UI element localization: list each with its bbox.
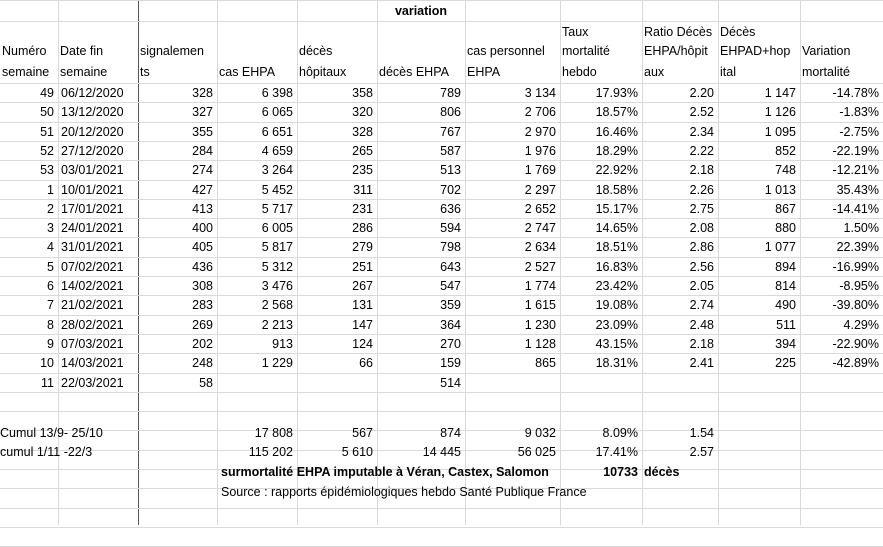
- table-cell: 2.26: [689, 183, 714, 197]
- table-cell: 21/02/2021: [61, 298, 124, 312]
- column-header: Ratio Décès: [644, 25, 713, 39]
- table-cell: 4: [47, 240, 54, 254]
- table-cell: 511: [776, 318, 796, 332]
- gridline: [0, 83, 883, 84]
- gridline: [0, 373, 883, 374]
- table-cell: 18.51%: [595, 240, 638, 254]
- gridline: [0, 295, 883, 296]
- table-cell: 400: [192, 221, 213, 235]
- gridline: [0, 527, 883, 528]
- table-cell: 18.58%: [595, 183, 638, 197]
- gridline: [642, 0, 643, 525]
- column-header: décès EHPA: [379, 65, 449, 79]
- table-cell: 13/12/2020: [61, 105, 124, 119]
- column-header: hôpitaux: [299, 65, 347, 79]
- cumul-value: 8.09%: [602, 426, 638, 440]
- table-cell: 1 774: [524, 279, 556, 293]
- table-cell: 436: [192, 260, 213, 274]
- table-cell: 22/03/2021: [61, 376, 124, 390]
- table-cell: 513: [440, 163, 461, 177]
- table-cell: 286: [352, 221, 373, 235]
- table-cell: 22.39%: [836, 240, 879, 254]
- table-cell: 490: [775, 298, 796, 312]
- gridline: [0, 353, 883, 354]
- table-cell: 03/01/2021: [61, 163, 124, 177]
- table-cell: -1.83%: [839, 105, 879, 119]
- table-cell: 798: [440, 240, 461, 254]
- table-cell: 2.86: [689, 240, 714, 254]
- table-cell: 587: [440, 144, 461, 158]
- table-cell: 1 230: [524, 318, 556, 332]
- table-cell: 2.22: [689, 144, 714, 158]
- table-cell: 52: [40, 144, 54, 158]
- table-cell: 1 976: [524, 144, 556, 158]
- cumul-value: 567: [352, 426, 373, 440]
- gridline: [0, 276, 883, 277]
- table-cell: 2.05: [689, 279, 714, 293]
- gridline: [0, 180, 883, 181]
- table-cell: 547: [440, 279, 461, 293]
- table-cell: 2.41: [689, 356, 714, 370]
- table-cell: 308: [192, 279, 213, 293]
- gridline: [800, 0, 801, 525]
- table-cell: 269: [192, 318, 213, 332]
- column-header: EHPA/hôpit: [644, 44, 708, 58]
- table-cell: 159: [440, 356, 461, 370]
- gridline: [0, 411, 883, 412]
- table-cell: 2 297: [524, 183, 556, 197]
- table-cell: 1 013: [764, 183, 796, 197]
- table-cell: -14.41%: [832, 202, 879, 216]
- table-cell: 1 769: [524, 163, 556, 177]
- table-cell: 867: [775, 202, 796, 216]
- table-cell: 311: [353, 183, 373, 197]
- table-cell: 274: [192, 163, 213, 177]
- table-cell: 2.75: [689, 202, 714, 216]
- table-cell: 265: [352, 144, 373, 158]
- gridline: [0, 0, 883, 1]
- table-cell: 2.08: [689, 221, 714, 235]
- table-cell: 748: [775, 163, 796, 177]
- table-cell: 51: [40, 125, 54, 139]
- table-cell: 23.42%: [595, 279, 638, 293]
- table-cell: -14.78%: [832, 86, 879, 100]
- table-cell: 14.65%: [595, 221, 638, 235]
- table-cell: 16.46%: [595, 125, 638, 139]
- column-header: EHPAD+hop: [720, 44, 791, 58]
- surmortalite-value: 10733: [603, 465, 638, 479]
- column-header: mortalité: [562, 44, 610, 58]
- gridline: [217, 0, 218, 525]
- table-cell: 514: [440, 376, 461, 390]
- table-cell: 2: [47, 202, 54, 216]
- gridline: [0, 237, 883, 238]
- column-header: signalemen: [140, 44, 204, 58]
- table-cell: 1: [47, 183, 54, 197]
- column-header: EHPA: [467, 65, 501, 79]
- table-cell: 66: [359, 356, 373, 370]
- table-cell: 2 706: [524, 105, 556, 119]
- table-cell: 6 398: [261, 86, 293, 100]
- cumul-value: 5 610: [341, 445, 373, 459]
- table-cell: 413: [192, 202, 213, 216]
- table-cell: 6 005: [261, 221, 293, 235]
- table-cell: 279: [352, 240, 373, 254]
- gridline: [0, 141, 883, 142]
- table-cell: 24/01/2021: [61, 221, 124, 235]
- table-cell: 07/03/2021: [61, 337, 124, 351]
- table-cell: 23.09%: [595, 318, 638, 332]
- table-cell: 9: [47, 337, 54, 351]
- table-cell: 427: [192, 183, 213, 197]
- cumul-value: 1.54: [689, 426, 714, 440]
- table-cell: 147: [352, 318, 373, 332]
- cumul-value: 2.57: [689, 445, 714, 459]
- table-cell: 5 452: [261, 183, 293, 197]
- table-cell: 2 747: [524, 221, 556, 235]
- table-cell: -12.21%: [832, 163, 879, 177]
- gridline: [0, 508, 883, 509]
- table-cell: 2 634: [524, 240, 556, 254]
- table-cell: 814: [775, 279, 796, 293]
- table-cell: 17.93%: [595, 86, 638, 100]
- column-header: Taux: [562, 25, 589, 39]
- table-cell: 394: [775, 337, 796, 351]
- table-cell: 702: [440, 183, 461, 197]
- table-cell: 202: [192, 337, 213, 351]
- gridline: [0, 199, 883, 200]
- table-cell: 20/12/2020: [61, 125, 124, 139]
- table-cell: 1.50%: [843, 221, 879, 235]
- table-cell: 22.92%: [595, 163, 638, 177]
- table-cell: 49: [40, 86, 54, 100]
- table-cell: 1 615: [524, 298, 556, 312]
- table-cell: 806: [440, 105, 461, 119]
- table-cell: -8.95%: [839, 279, 879, 293]
- table-cell: 31/01/2021: [61, 240, 124, 254]
- gridline: [0, 160, 883, 161]
- gridline: [0, 315, 883, 316]
- table-cell: 53: [40, 163, 54, 177]
- table-cell: 852: [775, 144, 796, 158]
- table-cell: 328: [352, 125, 373, 139]
- cumul-value: 14 445: [422, 445, 461, 459]
- table-cell: 4.29%: [843, 318, 879, 332]
- column-header: semaine: [2, 65, 50, 79]
- table-cell: -42.89%: [832, 356, 879, 370]
- column-header: Décès: [720, 25, 756, 39]
- table-cell: 267: [352, 279, 373, 293]
- table-cell: 50: [40, 105, 54, 119]
- table-cell: 18.29%: [595, 144, 638, 158]
- table-cell: 358: [352, 86, 373, 100]
- table-cell: 364: [440, 318, 461, 332]
- table-cell: 2.34: [689, 125, 714, 139]
- table-cell: 2.18: [689, 337, 714, 351]
- table-cell: 1 126: [764, 105, 796, 119]
- table-cell: 18.31%: [595, 356, 638, 370]
- table-title: variation: [394, 4, 448, 18]
- table-cell: 06/12/2020: [61, 86, 124, 100]
- table-cell: 789: [440, 86, 461, 100]
- table-cell: 2 970: [524, 125, 556, 139]
- table-cell: 636: [440, 202, 461, 216]
- gridline: [0, 122, 883, 123]
- table-cell: 43.15%: [595, 337, 638, 351]
- table-cell: 2 652: [524, 202, 556, 216]
- table-cell: 5 717: [261, 202, 293, 216]
- cumul-value: 115 202: [248, 445, 293, 459]
- table-cell: 2 213: [261, 318, 293, 332]
- surmortalite-text: surmortalité EHPA imputable à Véran, Castex, Salomon: [221, 465, 549, 479]
- table-cell: -22.19%: [832, 144, 879, 158]
- table-cell: 2.18: [689, 163, 714, 177]
- table-cell: 6 065: [261, 105, 293, 119]
- table-cell: 15.17%: [595, 202, 638, 216]
- column-header: Variation: [802, 44, 851, 58]
- table-cell: 2 568: [261, 298, 293, 312]
- gridline: [0, 257, 883, 258]
- table-cell: 6: [47, 279, 54, 293]
- column-header: cas personnel: [467, 44, 545, 58]
- table-cell: 6 651: [261, 125, 293, 139]
- gridline: [465, 0, 466, 525]
- table-cell: 131: [352, 298, 373, 312]
- table-cell: 1 147: [764, 86, 796, 100]
- table-cell: 355: [192, 125, 213, 139]
- table-cell: 328: [192, 86, 213, 100]
- table-cell: 235: [352, 163, 373, 177]
- column-header: aux: [644, 65, 665, 79]
- table-cell: -16.99%: [832, 260, 879, 274]
- table-cell: 16.83%: [595, 260, 638, 274]
- gridline: [0, 392, 883, 393]
- table-cell: 28/02/2021: [61, 318, 124, 332]
- table-cell: 284: [192, 144, 213, 158]
- gridline: [377, 0, 378, 525]
- table-cell: 225: [775, 356, 796, 370]
- table-cell: 767: [440, 125, 461, 139]
- table-cell: 405: [192, 240, 213, 254]
- table-cell: 2.74: [689, 298, 714, 312]
- table-cell: 359: [440, 298, 461, 312]
- table-cell: -2.75%: [839, 125, 879, 139]
- table-cell: 11: [41, 376, 54, 390]
- column-header: ital: [720, 65, 736, 79]
- gridline: [0, 102, 883, 103]
- source-note: Source : rapports épidémiologiques hebdo Santé Publique France: [221, 485, 587, 499]
- table-cell: 5 312: [261, 260, 293, 274]
- cumul-value: 874: [440, 426, 461, 440]
- table-cell: 3 476: [261, 279, 293, 293]
- table-cell: 27/12/2020: [61, 144, 124, 158]
- column-header: semaine: [60, 65, 108, 79]
- cumul-value: 56 025: [517, 445, 556, 459]
- table-cell: 251: [352, 260, 373, 274]
- table-cell: 865: [535, 356, 556, 370]
- column-header: décès: [299, 44, 333, 58]
- table-cell: 3 134: [524, 86, 556, 100]
- table-cell: 2.56: [689, 260, 714, 274]
- cumul-label: Cumul 13/9- 25/10: [0, 426, 103, 440]
- table-cell: 643: [440, 260, 461, 274]
- table-cell: 5: [47, 260, 54, 274]
- table-cell: 2 527: [524, 260, 556, 274]
- table-cell: 594: [440, 221, 461, 235]
- table-cell: 1 077: [764, 240, 796, 254]
- gridline: [0, 334, 883, 335]
- table-cell: 5 817: [261, 240, 293, 254]
- cumul-label: cumul 1/11 -22/3: [0, 445, 93, 459]
- table-cell: 124: [352, 337, 373, 351]
- table-cell: 2.52: [689, 105, 714, 119]
- table-cell: 35.43%: [836, 183, 879, 197]
- table-cell: 58: [199, 376, 213, 390]
- table-cell: 1 095: [764, 125, 796, 139]
- table-cell: 231: [352, 202, 373, 216]
- cumul-value: 9 032: [524, 426, 556, 440]
- table-cell: 320: [352, 105, 373, 119]
- table-cell: 14/03/2021: [61, 356, 124, 370]
- table-cell: 14/02/2021: [61, 279, 124, 293]
- table-cell: 2.48: [689, 318, 714, 332]
- table-cell: 880: [775, 221, 796, 235]
- gridline: [718, 0, 719, 525]
- surmortalite-unit: décès: [644, 465, 680, 479]
- table-cell: 1 128: [524, 337, 556, 351]
- table-cell: 248: [192, 356, 213, 370]
- table-cell: 1 229: [261, 356, 293, 370]
- table-cell: 07/02/2021: [61, 260, 124, 274]
- column-header: cas EHPA: [219, 65, 276, 79]
- gridline: [297, 0, 298, 525]
- gridline: [0, 21, 883, 22]
- table-cell: -22.90%: [832, 337, 879, 351]
- table-cell: 327: [192, 105, 213, 119]
- cumul-value: 17 808: [254, 426, 293, 440]
- table-cell: 19.08%: [595, 298, 638, 312]
- column-header: mortalité: [802, 65, 850, 79]
- table-cell: 10/01/2021: [61, 183, 124, 197]
- table-cell: 4 659: [261, 144, 293, 158]
- table-cell: 270: [440, 337, 461, 351]
- table-cell: 3: [47, 221, 54, 235]
- cumul-value: 17.41%: [595, 445, 638, 459]
- table-cell: 913: [272, 337, 293, 351]
- table-cell: 8: [47, 318, 54, 332]
- column-header: Date fin: [60, 44, 104, 58]
- table-cell: 2.20: [689, 86, 714, 100]
- table-cell: 18.57%: [595, 105, 638, 119]
- gridline: [0, 218, 883, 219]
- column-header: Numéro: [2, 44, 47, 58]
- column-header: ts: [140, 65, 150, 79]
- table-cell: 283: [192, 298, 213, 312]
- gridline: [560, 0, 561, 525]
- table-cell: 3 264: [261, 163, 293, 177]
- table-cell: 17/01/2021: [61, 202, 124, 216]
- table-cell: 10: [40, 356, 54, 370]
- table-cell: 7: [47, 298, 54, 312]
- column-header: hebdo: [562, 65, 597, 79]
- table-cell: 894: [775, 260, 796, 274]
- table-cell: -39.80%: [832, 298, 879, 312]
